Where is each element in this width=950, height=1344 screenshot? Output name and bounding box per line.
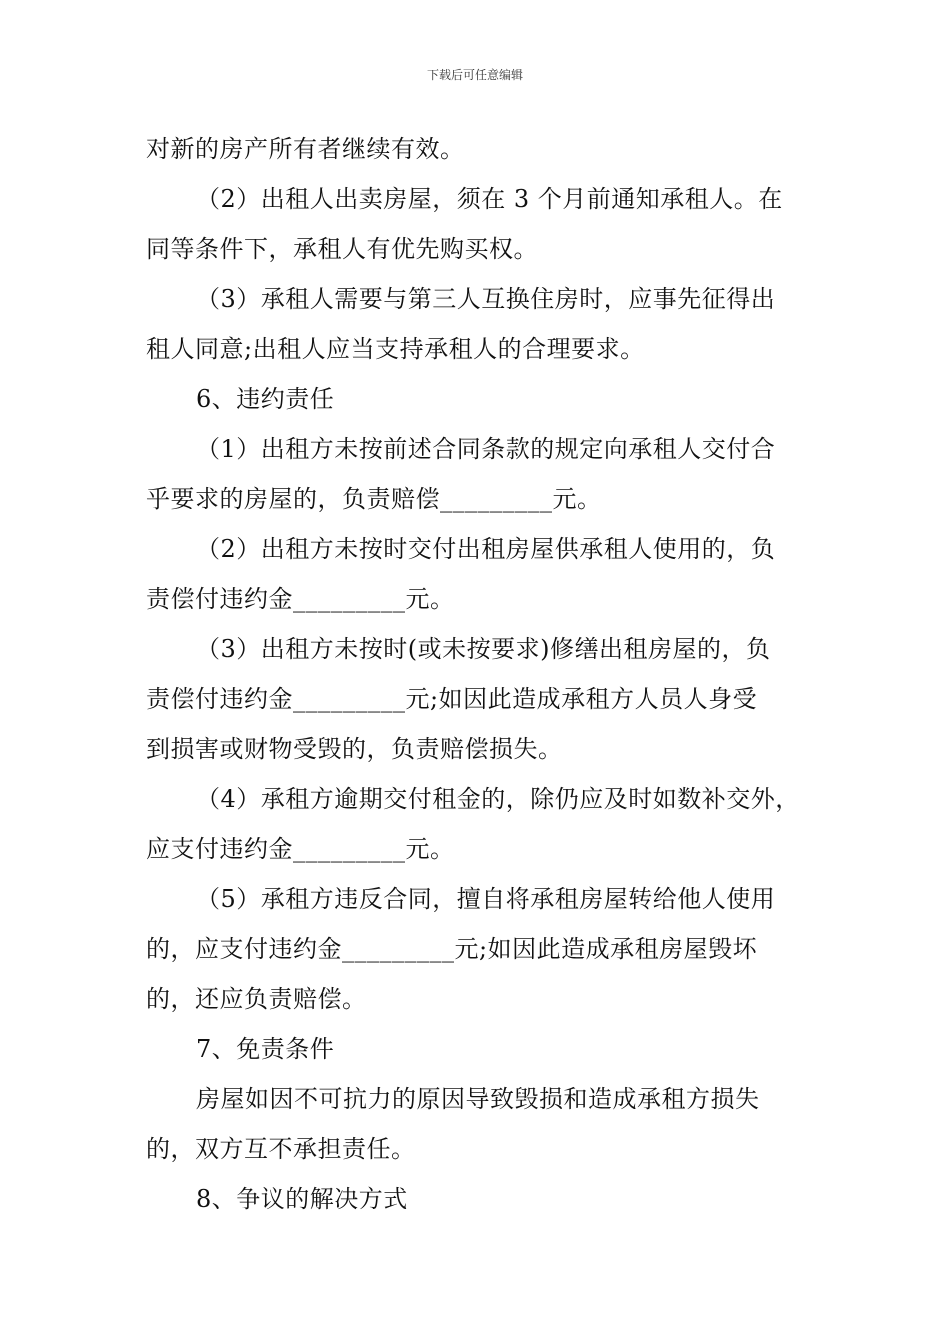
section-heading: 7、免责条件 [196,1035,335,1063]
section-heading: 8、争议的解决方式 [196,1185,408,1213]
text-line: 房屋如因不可抗力的原因导致毁损和造成承租方损失 [196,1085,760,1113]
page-header: 下载后可任意编辑 [426,68,523,82]
text-line: 的，还应负责赔偿。 [146,985,367,1013]
section-heading: 6、违约责任 [196,385,335,413]
text-line: 的，双方互不承担责任。 [146,1135,416,1163]
text-line: 的，应支付违约金_________元;如因此造成承租房屋毁坏 [146,935,758,963]
text-line: （1）出租方未按前述合同条款的规定向承租人交付合 [196,435,776,463]
text-line: 到损害或财物受毁的，负责赔偿损失。 [146,735,563,763]
document-body [146,124,814,1224]
text-line: （4）承租方逾期交付租金的，除仍应及时如数补交外， [196,785,800,813]
text-line: 应支付违约金_________元。 [146,835,455,863]
text-line: （2）出租方未按时交付出租房屋供承租人使用的，负 [196,535,776,563]
text-line: 对新的房产所有者继续有效。 [146,135,465,163]
text-line: 责偿付违约金_________元。 [146,585,455,613]
text-line: 乎要求的房屋的，负责赔偿_________元。 [146,485,602,513]
text-line: 同等条件下，承租人有优先购买权。 [146,235,538,263]
text-line: 租人同意;出租人应当支持承租人的合理要求。 [146,335,645,363]
text-line: （3）承租人需要与第三人互换住房时，应事先征得出 [196,285,776,313]
text-line: （2）出租人出卖房屋，须在 3 个月前通知承租人。在 [196,185,783,213]
text-line: 责偿付违约金_________元;如因此造成承租方人员人身受 [146,685,758,713]
text-line: （3）出租方未按时(或未按要求)修缮出租房屋的，负 [196,635,771,663]
text-line: （5）承租方违反合同，擅自将承租房屋转给他人使用 [196,885,776,913]
